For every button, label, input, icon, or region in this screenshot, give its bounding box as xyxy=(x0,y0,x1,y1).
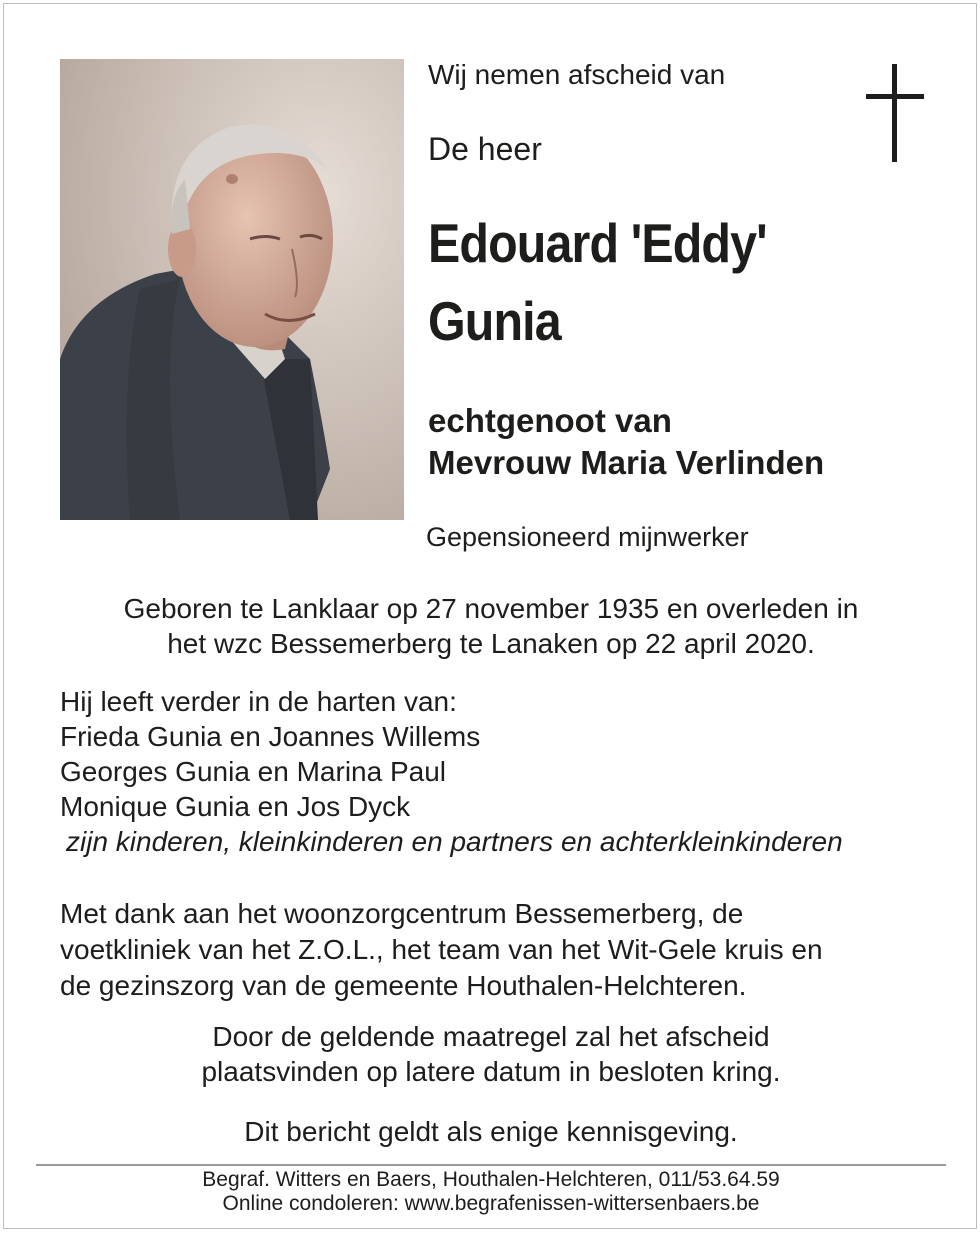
spouse-relation: echtgenoot van xyxy=(428,402,672,439)
thanks-line-3: de gezinszorg van de gemeente Houthalen-Helchteren. xyxy=(60,970,747,1001)
thanks-text xyxy=(60,896,940,1004)
ceremony-notice xyxy=(44,1019,938,1089)
obituary-card xyxy=(3,3,977,1229)
cross-icon xyxy=(866,64,924,162)
occupation: Gepensioneerd mijnwerker xyxy=(426,522,749,552)
final-notice: Dit bericht geldt als enige kennisgeving. xyxy=(244,1116,738,1147)
birth-death-details xyxy=(44,591,938,661)
honorific: De heer xyxy=(428,131,542,167)
survivors-relation: zijn kinderen, kleinkinderen en partners en achterkleinkinderen xyxy=(66,826,843,857)
funeral-home-info: Begraf. Witters en Baers, Houthalen-Helchteren, 011/53.64.59 xyxy=(202,1168,780,1191)
name-line-1: Edouard 'Eddy' xyxy=(428,212,767,274)
condolence-link[interactable]: Online condoleren: www.begrafenissen-wittersenbaers.be xyxy=(222,1192,760,1215)
portrait-photo xyxy=(60,59,404,520)
spouse-info xyxy=(428,400,824,484)
survivors-heading: Hij leeft verder in de harten van: xyxy=(60,686,457,717)
footer-divider xyxy=(36,1164,946,1166)
birth-line-1: Geboren te Lanklaar op 27 november 1935 en overleden in xyxy=(123,593,859,624)
intro-text: Wij nemen afscheid van xyxy=(428,59,726,90)
portrait-illustration xyxy=(60,59,404,520)
notice-line-1: Door de geldende maatregel zal het afscheid xyxy=(212,1021,770,1052)
spouse-name: Mevrouw Maria Verlinden xyxy=(428,444,825,481)
footer xyxy=(36,1168,946,1216)
survivor-name: Georges Gunia en Marina Paul xyxy=(60,756,446,787)
survivor-name: Frieda Gunia en Joannes Willems xyxy=(60,721,481,752)
name-line-2: Gunia xyxy=(428,290,561,352)
deceased-name xyxy=(428,204,767,360)
thanks-line-1: Met dank aan het woonzorgcentrum Bessemerberg, de xyxy=(60,898,744,929)
survivor-name: Monique Gunia en Jos Dyck xyxy=(60,791,411,822)
thanks-line-2: voetkliniek van het Z.O.L., het team van het Wit-Gele kruis en xyxy=(60,934,823,965)
notice-line-2: plaatsvinden op latere datum in besloten kring. xyxy=(201,1056,781,1087)
survivors-list xyxy=(60,684,843,859)
birth-line-2: het wzc Bessemerberg te Lanaken op 22 april 2020. xyxy=(167,628,815,659)
